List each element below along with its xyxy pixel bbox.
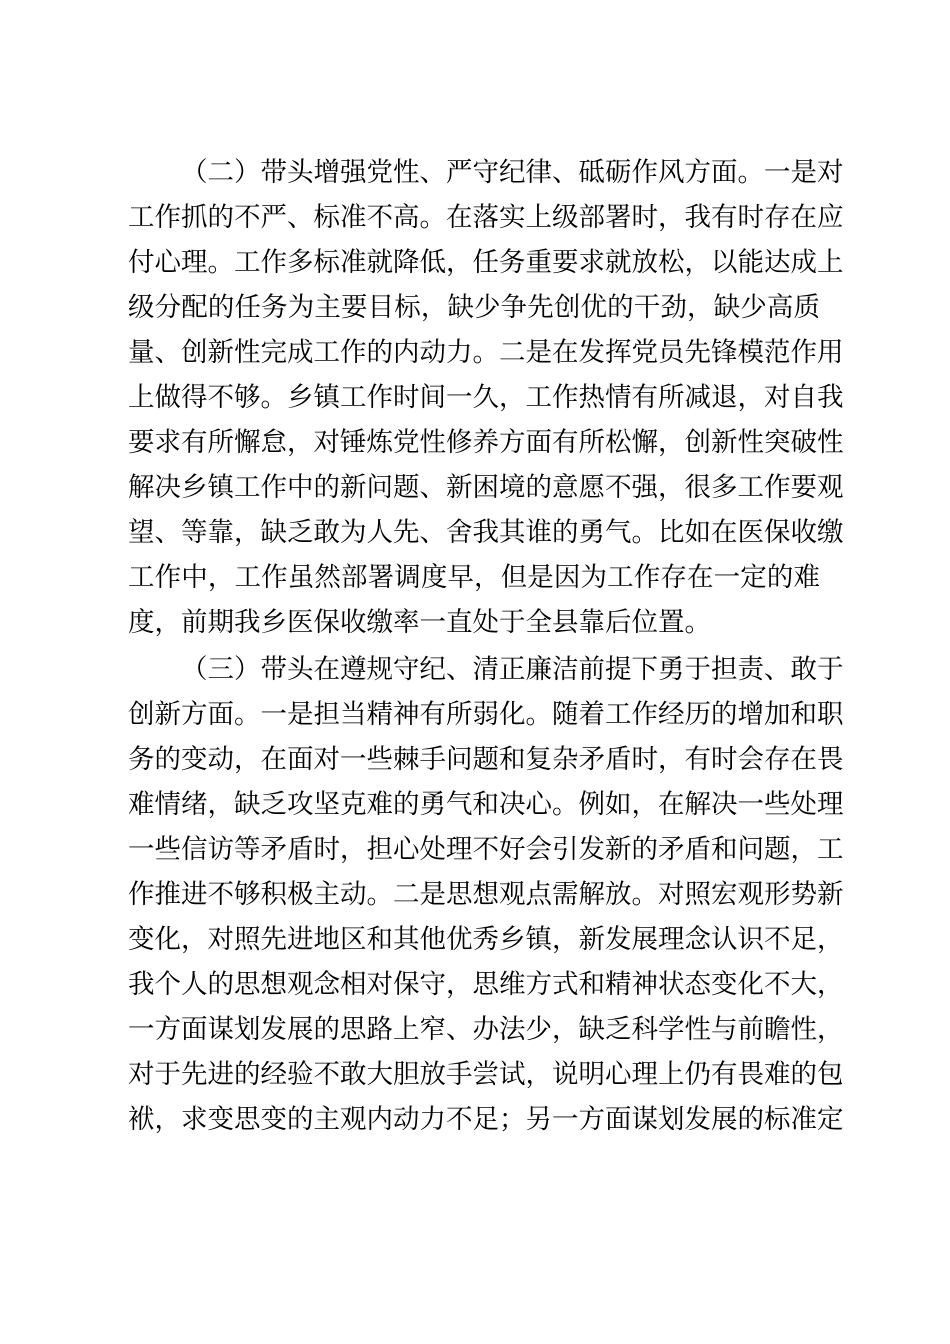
paragraph-line: 难情绪，缺乏攻坚克难的勇气和决心。例如，在解决一些处理	[128, 789, 844, 820]
paragraph-line: 袱，求变思变的主观内动力不足；另一方面谋划发展的标准定	[128, 1104, 844, 1135]
paragraph-line: 解决乡镇工作中的新问题、新困境的意愿不强，很多工作要观	[128, 472, 844, 503]
paragraph-line: 对于先进的经验不敢大胆放手尝试，说明心理上仍有畏难的包	[128, 1059, 844, 1090]
paragraph-line: 变化，对照先进地区和其他优秀乡镇，新发展理念认识不足，	[128, 924, 844, 955]
paragraph-section-three	[128, 647, 844, 1142]
paragraph-line: 度，前期我乡医保收缴率一直处于全县靠后位置。	[128, 607, 711, 638]
paragraph-line: 务的变动，在面对一些棘手问题和复杂矛盾时，有时会存在畏	[128, 744, 844, 775]
paragraph-line: 我个人的思想观念相对保守，思维方式和精神状态变化不大，	[128, 969, 844, 1000]
paragraph-line: 工作抓的不严、标准不高。在落实上级部署时，我有时存在应	[128, 202, 844, 233]
paragraph-line: （三）带头在遵规守纪、清正廉洁前提下勇于担责、敢于	[181, 654, 844, 685]
document-body	[128, 150, 844, 1142]
paragraph-line: 上做得不够。乡镇工作时间一久，工作热情有所减退，对自我	[128, 382, 844, 413]
paragraph-line: 要求有所懈怠，对锤炼党性修养方面有所松懈，创新性突破性	[128, 427, 844, 458]
paragraph-line: （二）带头增强党性、严守纪律、砥砺作风方面。一是对	[181, 157, 844, 188]
paragraph-line: 付心理。工作多标准就降低，任务重要求就放松，以能达成上	[128, 247, 844, 278]
paragraph-line: 级分配的任务为主要目标，缺少争先创优的干劲，缺少高质	[128, 292, 820, 323]
paragraph-line: 作推进不够积极主动。二是思想观点需解放。对照宏观形势新	[128, 879, 844, 910]
paragraph-line: 创新方面。一是担当精神有所弱化。随着工作经历的增加和职	[128, 699, 844, 730]
paragraph-line: 工作中，工作虽然部署调度早，但是因为工作存在一定的难	[128, 562, 820, 593]
paragraph-line: 一方面谋划发展的思路上窄、办法少，缺乏科学性与前瞻性，	[128, 1014, 844, 1045]
paragraph-line: 一些信访等矛盾时，担心处理不好会引发新的矛盾和问题，工	[128, 834, 844, 865]
paragraph-line: 望、等靠，缺乏敢为人先、舍我其谁的勇气。比如在医保收缴	[128, 517, 844, 548]
paragraph-section-two	[128, 150, 844, 645]
paragraph-line: 量、创新性完成工作的内动力。二是在发挥党员先锋模范作用	[128, 337, 844, 368]
